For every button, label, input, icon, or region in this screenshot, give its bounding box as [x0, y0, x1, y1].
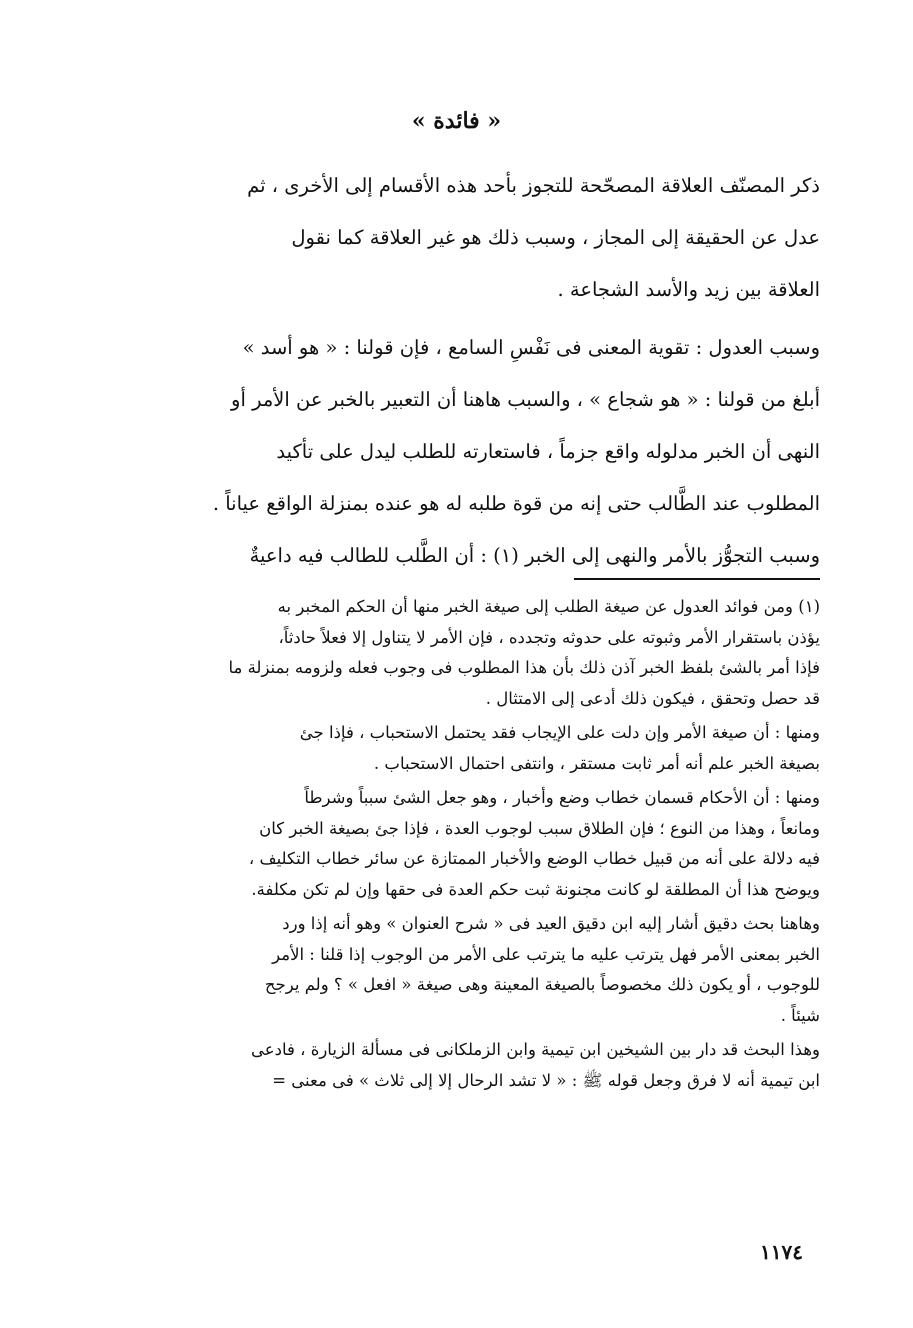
footnote-line: وهاهنا بحث دقيق أشار إليه ابن دقيق العيد فى « شرح العنوان » وهو أنه إذا ورد	[282, 914, 820, 933]
paragraph	[108, 160, 820, 316]
footnote-line: للوجوب ، أو يكون ذلك مخصوصاً بالصيغة المعينة وهى صيغة « افعل » ؟ ولم يرجح	[264, 975, 820, 994]
footnote-line: ويوضح هذا أن المطلقة لو كانت مجنونة ثبت حكم العدة فى حقها وإن لم تكن مكلفة.	[251, 879, 820, 899]
footnote-line: شيئاً .	[780, 1005, 820, 1025]
footnote-paragraph	[104, 909, 820, 1031]
text-line: أبلغ من قولنا : « هو شجاع » ، والسبب هاهنا أن التعبير بالخبر عن الأمر أو	[231, 388, 820, 411]
paragraph	[108, 530, 820, 582]
footnote-line: الخبر بمعنى الأمر فهل يترتب عليه ما يترتب على الأمر من الوجوب إذا قلنا : الأمر	[272, 944, 820, 964]
footnotes	[104, 592, 820, 1100]
footnote-line: ومانعاً ، وهذا من النوع ؛ فإن الطلاق سبب لوجوب العدة ، فإذا جئ بصيغة الخبر كان	[259, 818, 820, 838]
footnote-line: (١) ومن فوائد العدول عن صيغة الطلب إلى صيغة الخبر منها أن الحكم المخبر به	[277, 597, 820, 616]
text-line: وسبب العدول : تقوية المعنى فى نَفْسِ السامع ، فإن قولنا : « هو أسد »	[242, 336, 820, 359]
footnote-paragraph	[104, 718, 820, 779]
footnote-line: ومنها : أن الأحكام قسمان خطاب وضع وأخبار ، وهو جعل الشئ سبباً وشرطاً	[304, 788, 820, 807]
text-line: وسبب التجوُّز بالأمر والنهى إلى الخبر (١) : أن الطَّلب للطالب فيه داعيةٌ	[249, 544, 820, 567]
text-line: عدل عن الحقيقة إلى المجاز ، وسبب ذلك هو غير العلاقة كما نقول	[291, 226, 820, 249]
text-line: ذكر المصنّف العلاقة المصحّحة للتجوز بأحد هذه الأقسام إلى الأخرى ، ثم	[247, 174, 820, 197]
footnote-line: قد حصل وتحقق ، فيكون ذلك أدعى إلى الامتثال .	[485, 688, 820, 708]
footnote-paragraph	[104, 592, 820, 714]
page-number: ١١٧٤	[760, 1240, 803, 1264]
footnote-line: ابن تيمية أنه لا فرق وجعل قوله ﷺ : « لا تشد الرحال إلا إلى ثلاث » فى معنى =	[272, 1070, 820, 1090]
footnote-line: بصيغة الخبر علم أنه أمر ثابت مستقر ، وانتفى احتمال الاستحباب .	[373, 753, 820, 773]
section-title: « فائدة »	[411, 108, 502, 134]
footnote-line: وهذا البحث قد دار بين الشيخين ابن تيمية وابن الزملكانى فى مسألة الزيارة ، فادعى	[251, 1040, 820, 1059]
footnote-line: فإذا أمر بالشئ بلفظ الخبر آذن ذلك بأن هذا المطلوب فى وجوب فعله ولزومه بمنزلة ما	[228, 658, 820, 677]
footnote-line: يؤذن باستقرار الأمر وثبوته على حدوثه وتجدده ، فإن الأمر لا يتناول إلا فعلاً حادثاً،	[278, 627, 820, 647]
footnote-divider	[574, 578, 820, 580]
footnote-paragraph	[104, 783, 820, 905]
footnote-paragraph	[104, 1035, 820, 1096]
main-text	[108, 160, 820, 582]
text-line: العلاقة بين زيد والأسد الشجاعة .	[557, 278, 820, 301]
footnote-line: ومنها : أن صيغة الأمر وإن دلت على الإيجاب فقد يحتمل الاستحباب ، فإذا جئ	[299, 723, 820, 742]
text-line: المطلوب عند الطَّالب حتى إنه من قوة طلبه له هو عنده بمنزلة الواقع عياناً .	[212, 492, 820, 515]
footnote-line: فيه دلالة على أنه من قبيل خطاب الوضع والأخبار الممتازة عن سائر خطاب التكليف ،	[248, 849, 820, 868]
text-line: النهى أن الخبر مدلوله واقع جزماً ، فاستعارته للطلب ليدل على تأكيد	[276, 440, 820, 463]
paragraph	[108, 322, 820, 530]
